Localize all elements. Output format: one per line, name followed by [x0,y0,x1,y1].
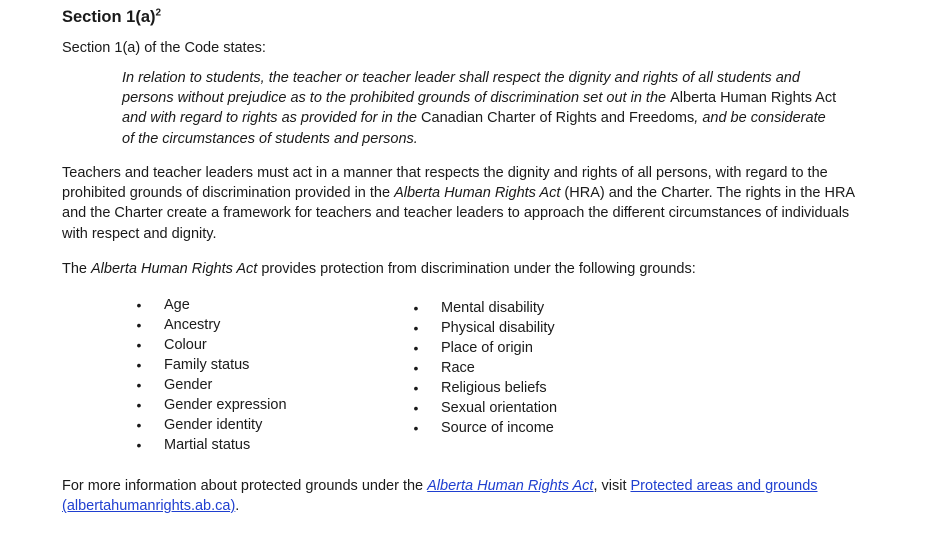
quote-text: , and be considerate [694,110,826,127]
quote-line-3 [122,108,882,128]
paragraph-line-4: with respect and dignity. [62,225,217,242]
list-item [134,335,287,355]
list-item [134,375,287,395]
ground-label: Religious beliefs [441,380,547,396]
bullet-icon: • [136,337,142,353]
bullet-icon: • [136,377,142,393]
section-title: Section 1(a) [62,8,156,26]
ground-label: Gender [164,377,213,393]
more-info-paragraph [62,476,902,516]
grounds-list-right [411,298,557,438]
footer-line-2 [62,496,902,516]
list-item [411,398,557,418]
ground-label: Place of origin [441,340,533,356]
ground-label: Physical disability [441,320,555,336]
protected-areas-link-url[interactable]: (albertahumanrights.ab.ca) [62,498,236,515]
protected-areas-link[interactable]: Protected areas and grounds [630,478,818,494]
paragraph-text: (HRA) and the Charter. The rights in the HRA [560,185,856,202]
quote-text: and with regard to rights as provided for in the [122,110,422,127]
bullet-icon: • [413,340,419,356]
ground-label: Ancestry [164,317,221,333]
act-name: Alberta Human Rights Act [91,261,258,277]
paragraph-line-3: and the Charter create a framework for teachers and teacher leaders to approach the different circumstances of individuals [62,205,850,222]
footnote-reference[interactable]: 2 [155,7,162,19]
ground-label: Gender identity [164,417,263,433]
ground-label: Age [164,297,190,313]
bullet-icon: • [413,300,419,316]
ground-label: Mental disability [441,300,545,316]
bullet-icon: • [413,360,419,376]
alberta-human-rights-act-link[interactable]: Alberta Human Rights Act [427,478,594,494]
quote-line-2 [122,88,882,108]
bullet-icon: • [136,317,142,333]
list-item [411,318,557,338]
list-item [411,338,557,358]
list-item [134,315,287,335]
paragraph-line-2 [62,183,902,203]
explanation-paragraph [62,163,902,244]
list-item [134,435,287,455]
bullet-icon: • [136,297,142,313]
intro-text: Section 1(a) of the Code states: [62,40,266,56]
footer-text: . [235,498,240,515]
ground-label: Colour [164,337,207,353]
ground-label: Martial status [164,437,251,453]
ground-label: Sexual orientation [441,400,558,416]
bullet-icon: • [136,357,142,373]
footer-text: For more information about protected grounds under the [62,478,428,494]
charter-name: Canadian Charter of Rights and Freedoms [421,110,695,127]
list-item [411,378,557,398]
bullet-icon: • [136,417,142,433]
ground-label: Gender expression [164,397,287,413]
act-name: Alberta Human Rights Act [394,185,561,202]
bullet-icon: • [413,380,419,396]
list-item [411,358,557,378]
list-item [134,395,287,415]
list-item [134,355,287,375]
list-item [411,418,557,438]
quote-line-1: In relation to students, the teacher or teacher leader shall respect the dignity and rights of all students and [122,70,800,86]
grounds-intro [62,259,696,279]
bullet-icon: • [413,420,419,436]
ground-label: Race [441,360,475,376]
bullet-icon: • [413,400,419,416]
bullet-icon: • [136,437,142,453]
quote-line-4: of the circumstances of students and persons. [122,130,418,147]
bullet-icon: • [136,397,142,413]
list-item [411,298,557,318]
grounds-list-left [134,295,287,455]
list-item [134,415,287,435]
bullet-icon: • [413,320,419,336]
paragraph-text: provides protection from discrimination under the following grounds: [257,261,696,277]
ground-label: Family status [164,357,250,373]
act-name: Alberta Human Rights Act [670,90,837,107]
footer-line-1 [62,476,902,496]
quote-text: persons without prejudice as to the prohibited grounds of discrimination set out in the [122,90,671,107]
ground-label: Source of income [441,420,554,436]
paragraph-line-1: Teachers and teacher leaders must act in a manner that respects the dignity and rights of all persons, with regard to the [62,165,828,181]
section-heading [62,6,161,28]
footer-text: , visit [593,478,631,494]
paragraph-text: prohibited grounds of discrimination provided in the [62,185,395,202]
list-item [134,295,287,315]
paragraph-text: The [62,261,92,277]
code-quote [122,68,882,149]
